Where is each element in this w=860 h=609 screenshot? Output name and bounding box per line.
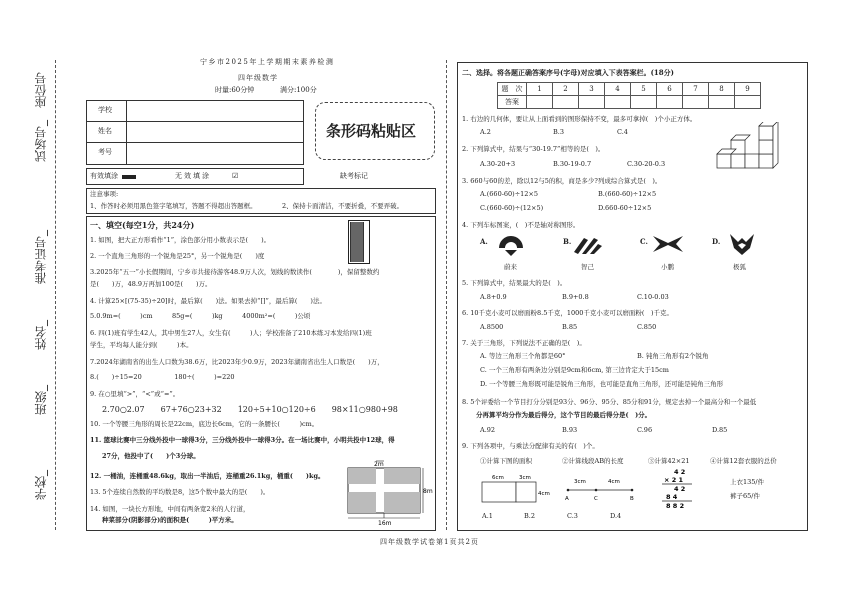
mc-q7-option: D. 一个等腰三角形既可能是锐角三角形，也可能是直角三角形，还可能是钝角三角形 [480,380,724,388]
q9-mult-line: 8 8 2 [666,502,685,510]
answer-cell[interactable] [682,95,709,109]
fill-valid: 有效填涂 [90,172,118,180]
mc-q9-option: B.2 [524,512,535,520]
mc-q8-text-b: 分再算平均分作为最后得分，这个节目的最后得分是( )分。 [476,411,652,419]
mc-q9-option: A.1 [482,512,493,520]
mc-q6-option: A.8500 [480,323,504,331]
mc-q5-option: C.10-0.03 [637,293,669,301]
info-input-id[interactable] [128,144,300,162]
mc-q2-option: A.30-20+3 [480,160,516,168]
answer-table-num: 8 [708,82,735,96]
side-label-room: 试场号_ [34,120,48,162]
answer-cell[interactable] [604,95,631,109]
mc-q9-option: C.3 [567,512,578,520]
mc-q4-option: B. [563,237,572,246]
fill-invalid: 无效填涂 [175,172,211,180]
exam-subject: 四年级数学 [238,74,278,82]
answer-table-answer-label: 答案 [497,95,527,109]
q9-price-pants: 裤子65/件 [730,492,760,500]
mc-q7-text: 7. 关于三角形，下列说法不正确的是( )。 [462,339,586,347]
answer-table-num: 9 [734,82,761,96]
mc-q9-item: ④计算12套衣服的总价 [710,457,777,465]
q9-rect-figure [476,468,552,510]
q9-text: 9. 在○里填“>”，“<”或“=”。 [90,390,180,398]
q9-mult-line: 4 2 [674,485,686,493]
q14-fig-bottom: 16m [378,520,392,526]
mc-q5-option: B.9+0.8 [562,293,589,301]
absent-mark-label: 缺考标记 [340,172,368,180]
info-label-school: 学校 [98,106,112,114]
mc-q7-option: B. 钝角三角形有2个锐角 [637,352,709,360]
answer-table-num: 1 [526,82,553,96]
side-label-exam-id: 准考证号_ [34,230,48,284]
q10-text: 10. 一个等腰三角形的周长是22cm，底边长6cm，它的一条腰长( )cm。 [90,420,319,428]
exam-title: 宁乡市2025年上学期期末素养检测 [200,58,335,66]
notes-1: 1、作答时必须用黑色签字笔填写，答题不得超出答题框。 [90,202,257,210]
q8-text: 8.( )÷15=20 180÷( )=220 [90,373,235,381]
mc-q1-option: C.4 [617,128,628,136]
mc-q3-option: B.(660-60)÷12×5 [598,190,657,198]
q9-price-top: 上衣135/件 [730,478,765,486]
mc-q2-text: 2. 下列算式中，结果与“30-19.7”相等的是( )。 [462,145,605,153]
logo-xpeng-icon [652,232,684,256]
side-label-school: 学校_ [34,470,48,500]
cube-stack-figure [712,122,782,174]
mc-q2-option: C.30-20-0.3 [627,160,666,168]
answer-cell[interactable] [708,95,735,109]
q9-fig-width-b: 3cm [519,475,531,481]
answer-table-head: 题 次 [497,82,527,96]
q3-text-a: 3.2025年“五一”小长假期间，宁乡市共接待游客48.9万人次，划线的数读作( )，保留整数约 [90,268,380,276]
q7-text: 7.2024年湖南省的出生人口数为38.6万，比2023年少0.9万，2023年湖南省出生人口数是( )万， [90,358,384,366]
mc-q1-option: A.2 [480,128,491,136]
q9-seg-len-a: 3cm [574,479,586,485]
answer-cell[interactable] [578,95,605,109]
fill-invalid-mark: ☑ [232,172,239,180]
q6-text-b: 学生，平均每人能分到( )本。 [90,341,193,349]
valid-mark-sample [122,175,136,179]
answer-cell[interactable] [630,95,657,109]
q14-text-b: 种菜部分(阴影部分)的面积是( )平方米。 [102,516,238,524]
q1-grid-figure [348,220,370,264]
mc-q3-option: A.(660-60)÷12×5 [480,190,539,198]
logo-name: 智己 [581,263,594,271]
q9-fig-height: 4cm [538,491,550,497]
answer-table-num: 6 [656,82,683,96]
q11-text-b: 27分，他投中了( )个3分球。 [102,452,200,460]
answer-table-num: 4 [604,82,631,96]
mc-q8-option: C.96 [637,426,653,434]
info-divider [86,142,303,143]
q5-text: 5.0.9m=( )cm 85g=( )kg 4000m²=( )公顷 [90,312,311,320]
logo-nio-icon [496,234,526,256]
mc-q3-option: C.(660-60)÷(12×5) [480,204,544,212]
column-divider [446,60,447,530]
barcode-label: 条形码粘贴区 [326,122,417,140]
section2-title: 二、选择。将各题正确答案序号(字母)对应填入下表答案栏。(18分) [462,68,674,77]
mc-q4-text: 4. 下列车标图案，( )不是轴对称图形。 [462,221,580,229]
logo-arcfox-icon [728,232,756,256]
page-footer: 四年级数学试卷第1页共2页 [380,538,479,546]
mc-q5-text: 5. 下列算式中，结果最大的是( )。 [462,279,567,287]
answer-cell[interactable] [552,95,579,109]
q9-seg-b: B [630,496,634,502]
q9-fig-width-a: 6cm [492,475,504,481]
q4-text-a: 4. 计算25×[(75-35)÷20]时，最后算( )法。如果去掉“[]”，最后算( )法。 [90,297,326,305]
q14-field-figure [343,458,433,526]
answer-cell[interactable] [656,95,683,109]
mc-q6-option: C.850 [637,323,657,331]
mc-q1-option: B.3 [553,128,564,136]
mc-q2-option: B.30-19-0.7 [553,160,592,168]
q2-text: 2. 一个直角三角形的一个锐角是25°，另一个锐角是( )度 [90,252,265,260]
answer-cell[interactable] [734,95,761,109]
mc-q4-option: A. [480,237,488,246]
section1-title: 一、填空(每空1分，共24分) [90,220,195,230]
mc-q4-option: D. [712,237,721,246]
mc-q9-text: 9. 下列各项中，与乘法分配律有关的有( )个。 [462,442,599,450]
mc-q3-text: 3. 660与60的差，除以12与5的积，商是多少?列成综合算式是( )。 [462,177,662,185]
exam-score: 满分:100分 [280,86,317,94]
mc-q8-option: B.93 [562,426,578,434]
answer-table-num: 7 [682,82,709,96]
info-input-name[interactable] [128,123,300,141]
mc-q1-text: 1. 右边的几何体，要让从上面看到的图形保持不变，最多可拿掉( )个小正方体。 [462,115,697,123]
info-label-name: 姓名 [98,127,112,135]
mc-q8-option: D.85 [712,426,728,434]
mc-q3-option: D.660-60÷12×5 [598,204,652,212]
info-divider [126,100,127,164]
side-label-name: 姓名_ [34,320,48,350]
q9-seg-c: C [594,496,598,502]
q14-fig-right: 8m [423,488,433,495]
side-label-class: 班级_ [34,385,48,415]
q14-fig-top: 2m [374,461,384,468]
binding-line [55,60,56,530]
logo-name: 极狐 [733,263,746,271]
q9-mult-line: × 2 1 [664,476,684,484]
q9-segment-figure [562,468,638,510]
mc-q9-item: ③计算42×21 [648,457,690,465]
q1-text: 1. 如图，把大正方形看作“1”，涂色部分用小数表示是( )。 [90,236,271,244]
q9-mult-line: 8 4 [666,493,678,501]
mc-q7-option: A. 等边三角形三个角都是60° [480,352,566,360]
q9-seg-len-b: 4cm [608,479,620,485]
q9-mult-line: 4 2 [674,468,686,476]
notes-box [86,188,436,214]
info-input-school[interactable] [128,102,300,120]
mc-q4-option: C. [640,237,648,246]
mc-q6-text: 6. 10千克小麦可以磨面粉8.5千克，1000千克小麦可以磨面粉( )千克。 [462,309,673,317]
q9-seg-a: A [565,496,569,502]
mc-q9-option: D.4 [610,512,622,520]
info-divider [86,121,303,122]
q9-multiplication-figure [652,466,702,512]
mc-q5-option: A.8+0.9 [480,293,507,301]
notes-title: 注意事项: [90,190,119,198]
answer-table-num: 5 [630,82,657,96]
q6-text-a: 6. 四(1)班有学生42人，其中男生27人，女生有( )人；学校准备了210本练习本发给四(1)班 [90,329,372,337]
mc-q7-option: C. 一个三角形有两条边分别是9cm和6cm, 第三边肯定大于15cm [480,366,669,374]
q3-text-b: 是( )万，48.9万再加100是( )万。 [90,280,212,288]
info-label-id: 考号 [98,148,112,156]
q11-text-a: 11. 篮球比赛中三分线外投中一球得3分，三分线外投中一球得3分。在一场比赛中，小明共投中12球，得 [90,436,395,444]
answer-table [497,82,765,108]
logo-name: 蔚来 [504,263,517,271]
q13-text: 13. 5个连续自然数的平均数是8，这5个数中最大的是( )。 [90,488,270,496]
side-label-seat: 座位号 [34,72,48,108]
mc-q9-item: ②计算线段AB的长度 [562,457,624,465]
q12-text: 12. 一桶油，连桶重48.6kg，取出一半油后，连桶重26.1kg，桶重( )kg。 [90,472,325,480]
notes-2: 2、保持卡面清洁，不要折叠，不要弄破。 [282,202,404,210]
exam-time: 时量:60分钟 [215,86,255,94]
answer-table-num: 2 [552,82,579,96]
mc-q8-option: A.92 [480,426,496,434]
q14-text-a: 14. 如图，一块长方形地，中间有两条宽2米的人行道， [90,505,250,513]
logo-name: 小鹏 [661,263,674,271]
mc-q9-item: ①计算下图的面积 [480,457,532,465]
mc-q6-option: B.85 [562,323,578,331]
answer-table-num: 3 [578,82,605,96]
q9-expressions: 2.70○2.07 67+76○23+32 120÷5+10○120÷6 98×11○980+98 [102,405,398,414]
mc-q8-text-a: 8. 5个评委给一个节目打分分别是93分、96分、95分、85分和91分，规定去掉一个最高分和一个最低 [462,398,757,406]
answer-cell[interactable] [526,95,553,109]
logo-im-icon [572,234,604,256]
